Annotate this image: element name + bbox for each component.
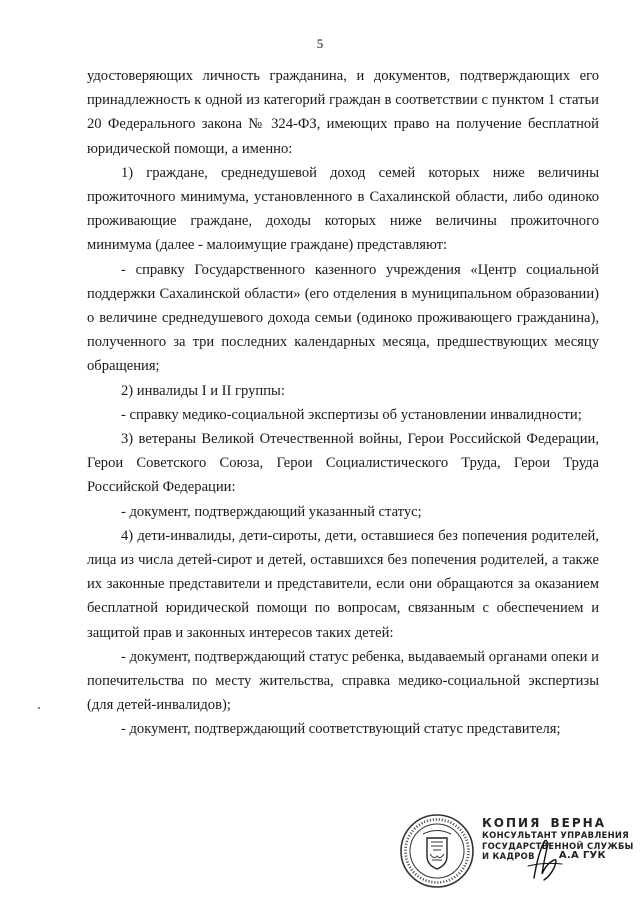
paragraph: удостоверяющих личность гражданина, и документов, подтверждающих его принадлежность к одной из категорий граждан в соответствии с пунктом 1 статьи 20 Федерального закона № 324-ФЗ, имеющих право на получение бесплатной юридической помощи, а именно:	[87, 68, 599, 157]
stamp-signer-name: А.А ГУК	[558, 850, 606, 861]
page-number: 5	[316, 36, 324, 51]
paragraph: 1) граждане, среднедушевой доход семей которых ниже величины прожиточного минимума, установленного в Сахалинской области, либо одиноко проживающие граждане, доходы которых ниже величины прожиточного минимума (далее - малоимущие граждане) представляют:	[87, 164, 599, 254]
paragraph: 4) дети-инвалиды, дети-сироты, дети, оставшиеся без попечения родителей, лица из числа детей-сирот и детей, оставшихся без попечения родителей, а также их законные представители и представители, если они обращаются за оказанием бесплатной юридической помощи по вопросам, связанным с обеспечением и защитой прав и законных интересов таких детей:	[87, 527, 599, 641]
paragraph: - справку медико-социальной экспертизы об установлении инвалидности;	[121, 406, 582, 423]
stamp-title-right: ВЕРНА	[550, 816, 606, 830]
handwritten-signature-icon	[524, 834, 564, 884]
paragraph: - справку Государственного казенного учреждения «Центр социальной поддержки Сахалинской области» (его отделения в муниципальном образовании) о величине среднедушевого дохода семьи (одиноко проживающего гражданина), полученного за три последних календарных месяца, предшествующих месяцу обращения;	[87, 261, 599, 375]
paragraph: 3) ветераны Великой Отечественной войны, Герои Российской Федерации, Герои Советского Союза, Герои Социалистического Труда, Герои Труда Российской Федерации:	[87, 431, 599, 496]
stamp-title-left: КОПИЯ	[482, 816, 542, 830]
round-seal-icon	[398, 812, 476, 890]
stamp-department-line-2: И КАДРОВ	[482, 851, 535, 861]
paragraph: - документ, подтверждающий соответствующий статус представителя;	[121, 721, 561, 738]
stamp-department-line: ГОСУДАРСТВЕННОЙ СЛУЖБЫ	[482, 840, 634, 851]
certification-stamp	[398, 812, 634, 892]
scan-speck	[38, 707, 40, 709]
stamp-position-line: КОНСУЛЬТАНТ УПРАВЛЕНИЯ	[482, 830, 629, 840]
document-body	[87, 64, 599, 742]
paragraph: 2) инвалиды I и II группы:	[121, 382, 285, 399]
paragraph: - документ, подтверждающий указанный статус;	[121, 503, 422, 520]
stamp-title	[482, 816, 606, 830]
paragraph: - документ, подтверждающий статус ребенка, выдаваемый органами опеки и попечительства по месту жительства, справка медико-социальной экспертизы (для детей-инвалидов);	[87, 648, 599, 714]
